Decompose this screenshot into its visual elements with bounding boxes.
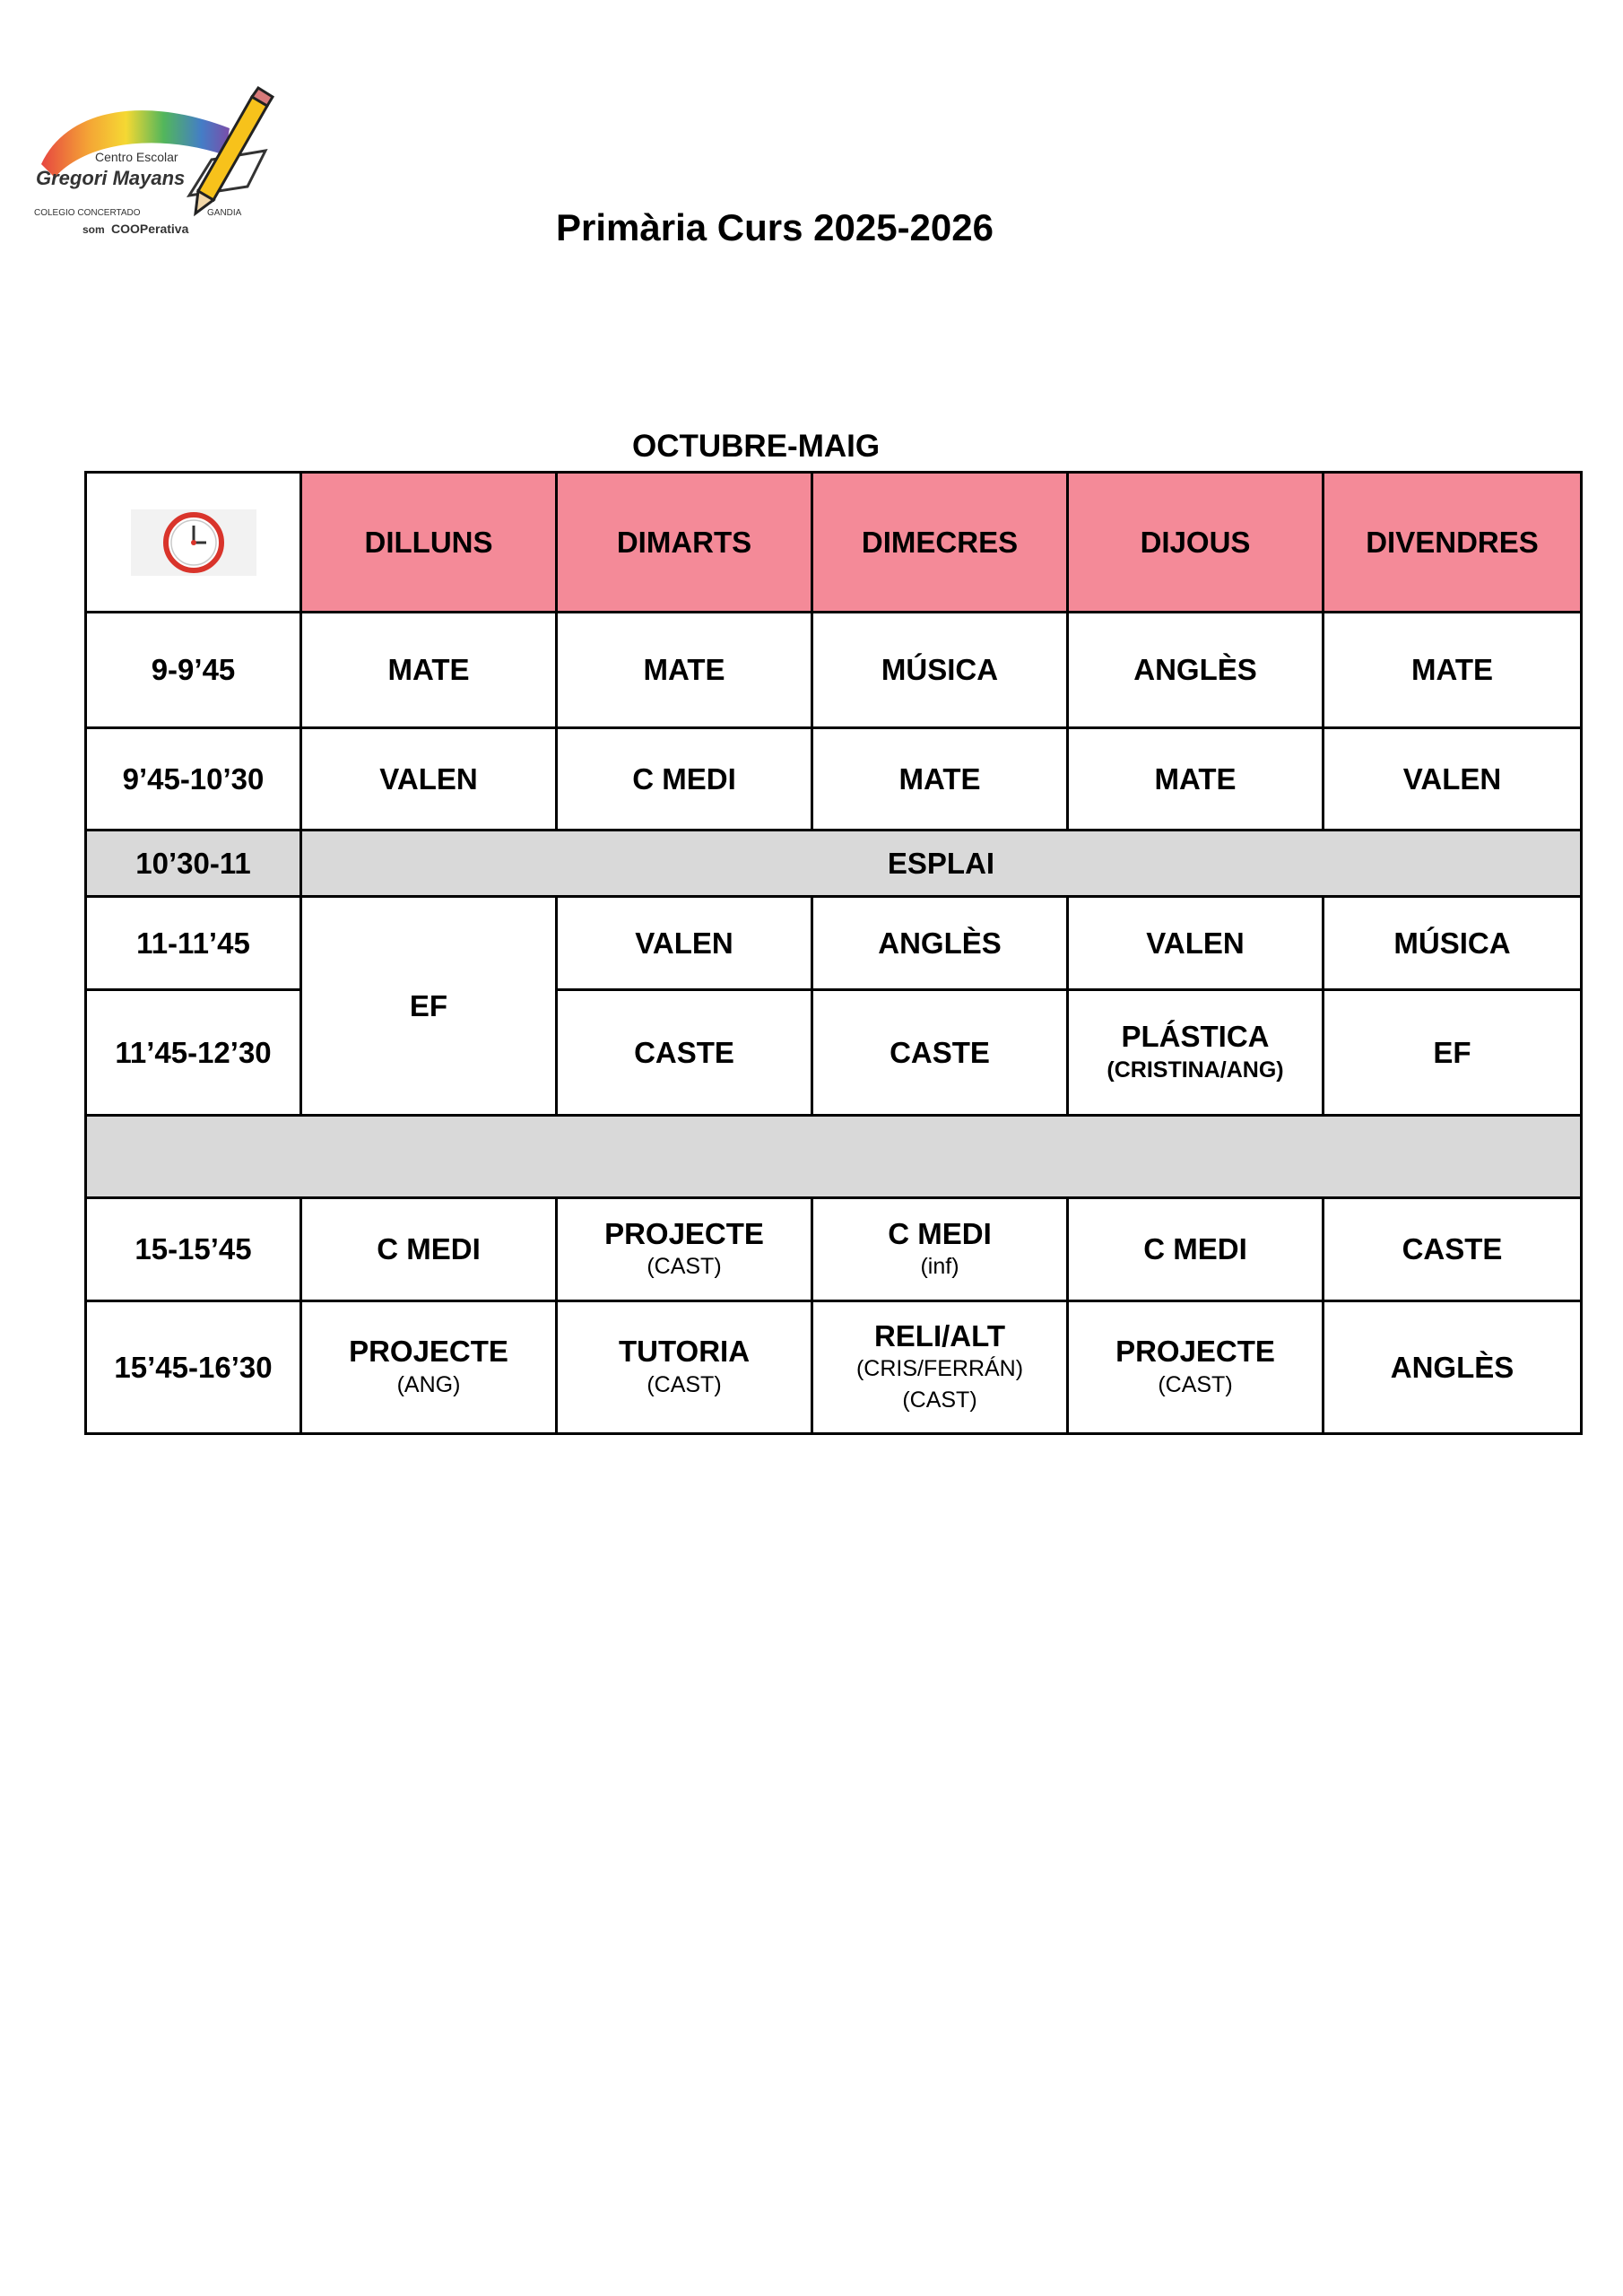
subject-name: PROJECTE <box>349 1335 508 1369</box>
subject-cell: MATE <box>557 613 812 728</box>
time-slot: 15-15’45 <box>86 1198 301 1301</box>
subject-cell: MATE <box>301 613 557 728</box>
subject-cell: VALEN <box>301 728 557 831</box>
time-slot: 9-9’45 <box>86 613 301 728</box>
table-row <box>86 728 1582 831</box>
subject-cell: MATE <box>1068 728 1324 831</box>
subject-note: (CAST) <box>902 1387 977 1413</box>
subject-name: RELI/ALT <box>873 1318 1006 1352</box>
logo-line5: som <box>82 223 105 236</box>
table-row <box>86 897 1582 990</box>
subject-cell: EF <box>1324 990 1582 1116</box>
table-row <box>86 1301 1582 1434</box>
subject-cell <box>557 1301 812 1434</box>
clock-cell <box>86 473 301 613</box>
subject-note: (ANG) <box>396 1371 461 1397</box>
subject-cell: C MEDI <box>1068 1198 1324 1301</box>
break-label: ESPLAI <box>301 831 1582 897</box>
subject-cell: ANGLÈS <box>1324 1301 1582 1434</box>
subject-cell: C MEDI <box>557 728 812 831</box>
logo-line6: COOPerativa <box>111 222 189 236</box>
time-slot: 11’45-12’30 <box>86 990 301 1116</box>
logo-line2: Gregori Mayans <box>36 167 186 189</box>
subject-cell: VALEN <box>1068 897 1324 990</box>
day-header-tuesday: DIMARTS <box>557 473 812 613</box>
subject-note: (CAST) <box>647 1254 722 1280</box>
subject-cell: ANGLÈS <box>812 897 1068 990</box>
subject-cell: CASTE <box>557 990 812 1116</box>
subject-cell <box>812 1301 1068 1434</box>
header-row <box>86 473 1582 613</box>
subject-note: (CAST) <box>1158 1371 1233 1397</box>
subject-cell: VALEN <box>1324 728 1582 831</box>
subject-cell: VALEN <box>557 897 812 990</box>
subject-cell: CASTE <box>1324 1198 1582 1301</box>
break-row <box>86 831 1582 897</box>
subject-cell <box>1068 1301 1324 1434</box>
subject-cell: CASTE <box>812 990 1068 1116</box>
subject-note: (CAST) <box>647 1371 722 1397</box>
time-slot: 10’30-11 <box>86 831 301 897</box>
lunch-row <box>86 1116 1582 1198</box>
time-slot: 11-11’45 <box>86 897 301 990</box>
subject-name: PROJECTE <box>604 1216 764 1250</box>
subject-cell: MATE <box>812 728 1068 831</box>
schedule-table <box>84 471 1583 1435</box>
time-slot: 9’45-10’30 <box>86 728 301 831</box>
page-title: Primària Curs 2025-2026 <box>556 206 994 248</box>
period-label: OCTUBRE-MAIG <box>632 429 881 464</box>
subject-cell: ANGLÈS <box>1068 613 1324 728</box>
school-logo <box>32 79 274 254</box>
subject-cell <box>557 1198 812 1301</box>
subject-cell <box>1068 990 1324 1116</box>
subject-note: (inf) <box>920 1254 959 1280</box>
table-row <box>86 1198 1582 1301</box>
subject-cell <box>812 1198 1068 1301</box>
table-row <box>86 613 1582 728</box>
day-header-thursday: DIJOUS <box>1068 473 1324 613</box>
subject-name: TUTORIA <box>618 1335 751 1369</box>
time-slot: 15’45-16’30 <box>86 1301 301 1434</box>
subject-name: PLÁSTICA <box>1121 1020 1270 1054</box>
subject-name: C MEDI <box>888 1216 992 1250</box>
logo-line4: GANDIA <box>207 208 242 218</box>
subject-cell <box>301 1301 557 1434</box>
subject-note: (CRIS/FERRÁN) <box>855 1356 1024 1382</box>
logo-line3: COLEGIO CONCERTADO <box>34 208 141 218</box>
subject-cell: C MEDI <box>301 1198 557 1301</box>
subject-cell: MÚSICA <box>1324 897 1582 990</box>
day-header-monday: DILLUNS <box>301 473 557 613</box>
day-header-wednesday: DIMECRES <box>812 473 1068 613</box>
subject-name: PROJECTE <box>1115 1335 1275 1369</box>
clock-icon <box>131 509 256 576</box>
logo-line1: Centro Escolar <box>95 150 178 164</box>
subject-note: (CRISTINA/ANG) <box>1107 1057 1284 1083</box>
day-header-friday: DIVENDRES <box>1324 473 1582 613</box>
lunch-blank <box>86 1116 1582 1198</box>
subject-cell: MATE <box>1324 613 1582 728</box>
subject-cell: MÚSICA <box>812 613 1068 728</box>
subject-cell: EF <box>301 897 557 1116</box>
